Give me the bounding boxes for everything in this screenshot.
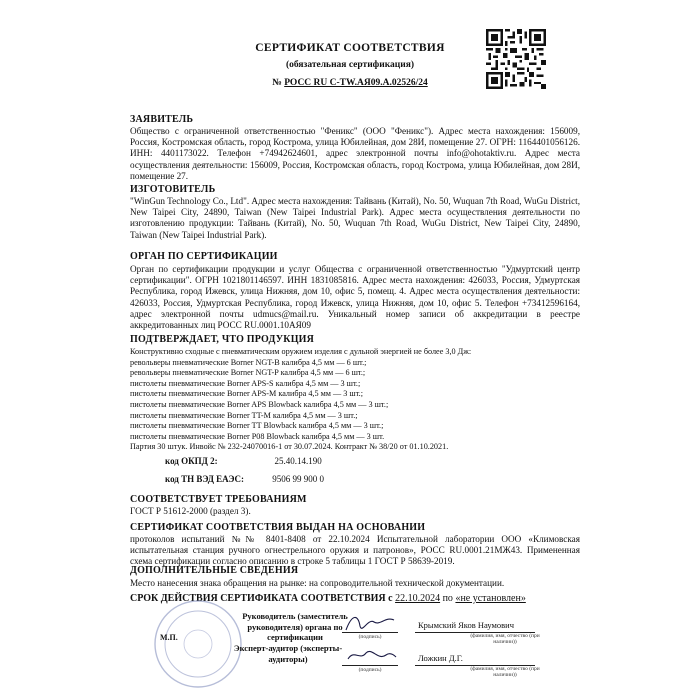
tnved-row xyxy=(165,474,324,484)
okpd-label: код ОКПД 2: xyxy=(165,456,218,466)
product-line: пистолеты пневматические Borner TT Blowback калибра 4,5 мм — 3 шт.; xyxy=(130,421,384,431)
basis-text: протоколов испытаний №№ 8401-8408 от 22.10.2024 Испытательной лаборатории ООО «Климовская испытательная станция ручного огнестрельного оружия и патронов», РОСС RU.0001.21МЖ43. Примененная схема сертификации согласно описанию в строке 5 таблицы 1 ГОСТ Р 58639-2019. xyxy=(130,534,580,567)
expert-signature-line xyxy=(342,665,398,666)
applicant-heading: ЗАЯВИТЕЛЬ xyxy=(130,114,194,125)
certificate-number-line xyxy=(0,78,700,88)
expert-signatory-label: Эксперт-аудитор (эксперты-аудиторы) xyxy=(233,643,343,664)
basis-section xyxy=(130,534,580,568)
requirements-section xyxy=(130,506,580,517)
expert-signatory-name: Ложкин Д.Г. xyxy=(418,653,463,663)
manufacturer-text: "WinGun Technology Co., Ltd". Адрес места нахождения: Тайвань (Китай), No. 50, Wuquan 7th Road, WuGu District, New Taipei City, 24890, Taiwan (New Taipei Industrial Park). Адрес места осуществления деятельности по изготовлению продукции: Тайвань (Китай), No. 50, Wuquan 7th Road, WuGu District, New Taipei City, 24890, Taiwan (New Taipei Industrial Park). xyxy=(130,196,580,240)
head-signature-line xyxy=(342,632,398,633)
requirements-text: ГОСТ Р 51612-2000 (раздел 3). xyxy=(130,506,251,516)
product-line: пистолеты пневматические Borner TT-M калибра 4,5 мм — 3 шт.; xyxy=(130,410,358,420)
basis-heading: СЕРТИФИКАТ СООТВЕТСТВИЯ ВЫДАН НА ОСНОВАНИИ xyxy=(130,522,426,533)
certification-body-heading: ОРГАН ПО СЕРТИФИКАЦИИ xyxy=(130,251,278,262)
manufacturer-heading: ИЗГОТОВИТЕЛЬ xyxy=(130,184,216,195)
certificate-number: РОСС RU C-TW.АЯ09.А.02526/24 xyxy=(284,78,428,88)
product-line: револьверы пневматические Borner NGT-P калибра 4,5 мм — 6 шт.; xyxy=(130,368,366,378)
additional-section xyxy=(130,578,580,589)
certificate-title: СЕРТИФИКАТ СООТВЕТСТВИЯ xyxy=(255,42,445,54)
expert-signature-icon xyxy=(342,643,398,667)
additional-text: Место нанесения знака обращения на рынке: на сопроводительной технической документации. xyxy=(130,578,505,588)
applicant-section xyxy=(130,126,580,182)
head-signature-caption: (подпись) xyxy=(358,634,382,640)
additional-heading: ДОПОЛНИТЕЛЬНЫЕ СВЕДЕНИЯ xyxy=(130,565,299,576)
product-line: револьверы пневматические Borner NGT-B калибра 4,5 мм — 6 шт.; xyxy=(130,357,367,367)
validity-to: «не установлен» xyxy=(455,593,526,604)
number-prefix: № xyxy=(272,78,282,88)
head-name-caption: (фамилия, имя, отчество (при наличии)) xyxy=(470,633,540,645)
seal-place-label: М.П. xyxy=(160,633,178,642)
validity-to-prefix: по xyxy=(442,593,453,604)
product-line: пистолеты пневматические Borner APS-S калибра 4,5 мм — 3 шт.; xyxy=(130,378,361,388)
product-line: пистолеты пневматические Borner APS Blowback калибра 4,5 мм — 3 шт.; xyxy=(130,399,389,409)
manufacturer-section xyxy=(130,196,580,241)
okpd-value: 25.40.14.190 xyxy=(274,456,322,466)
tnved-label: код ТН ВЭД ЕАЭС: xyxy=(165,474,245,484)
requirements-heading: СООТВЕТСТВУЕТ ТРЕБОВАНИЯМ xyxy=(130,494,307,505)
expert-name-caption: (фамилия, имя, отчество (при наличии)) xyxy=(470,666,540,678)
tnved-value: 9506 99 900 0 xyxy=(272,474,324,484)
product-list xyxy=(130,347,580,453)
qr-code-icon xyxy=(486,29,546,89)
head-signatory-name: Крымский Яков Наумович xyxy=(418,620,514,630)
product-line: Конструктивно сходные с пневматическим оружием изделия с дульной энергией не более 3,0 Дж: xyxy=(130,347,472,356)
head-signatory-label: Руководитель (заместитель руководителя) органа по сертификации xyxy=(242,611,348,642)
validity-label: СРОК ДЕЙСТВИЯ СЕРТИФИКАТА СООТВЕТСТВИЯ с xyxy=(130,593,393,604)
expert-signature-caption: (подпись) xyxy=(358,667,382,673)
applicant-text: Общество с ограниченной ответственностью "Феникс" (ООО "Феникс"). Адрес места нахождения: 156009, Россия, Костромская область, город Кострома, улица Юбилейная, дом 28И, помещение 27. ОГРН: 1164401056126. ИНН: 4401173022. Телефон +74942624601, адрес электронной почты info@ohotaktiv.ru. Адрес места осуществления деятельности: 156009, Россия, Костромская область, город Кострома, улица Юбилейная, дом 28И, помещение 27. xyxy=(130,126,580,181)
certification-body-section xyxy=(130,264,580,331)
product-line: пистолеты пневматические Borner P08 Blowback калибра 4,5 мм — 3 шт. xyxy=(130,431,385,441)
certification-body-text: Орган по сертификации продукции и услуг Общества с ограниченной ответственностью "Удмуртский центр сертификации". ОГРН 1021801146597. ИНН 1831085816. Адрес места нахождения: 426033, Россия, Удмуртская Республика, город Ижевск, улица Нижняя, дом 10, офис 5, помещ. 4. Адрес места осуществления деятельности: 426033, Россия, Удмуртская Республика, город Ижевск, улица Нижняя, дом 10, офис 5. Телефон +73412596164, адрес электронной почты udmucs@mail.ru. Уникальный номер записи об аккредитации в реестре аккредитованных лиц РОСС RU.0001.10АЯ09 xyxy=(130,264,580,331)
product-line: пистолеты пневматические Borner APS-M калибра 4,5 мм — 3 шт.; xyxy=(130,389,363,399)
product-line: Партия 30 штук. Инвойс № 232-24070016-1 от 30.07.2024. Контракт № 38/20 от 01.10.2021. xyxy=(130,442,449,452)
okpd-row xyxy=(165,456,322,466)
product-heading: ПОДТВЕРЖДАЕТ, ЧТО ПРОДУКЦИЯ xyxy=(130,334,315,345)
validity-from: 22.10.2024 xyxy=(395,593,441,604)
certificate-subtitle: (обязательная сертификация) xyxy=(285,60,415,70)
